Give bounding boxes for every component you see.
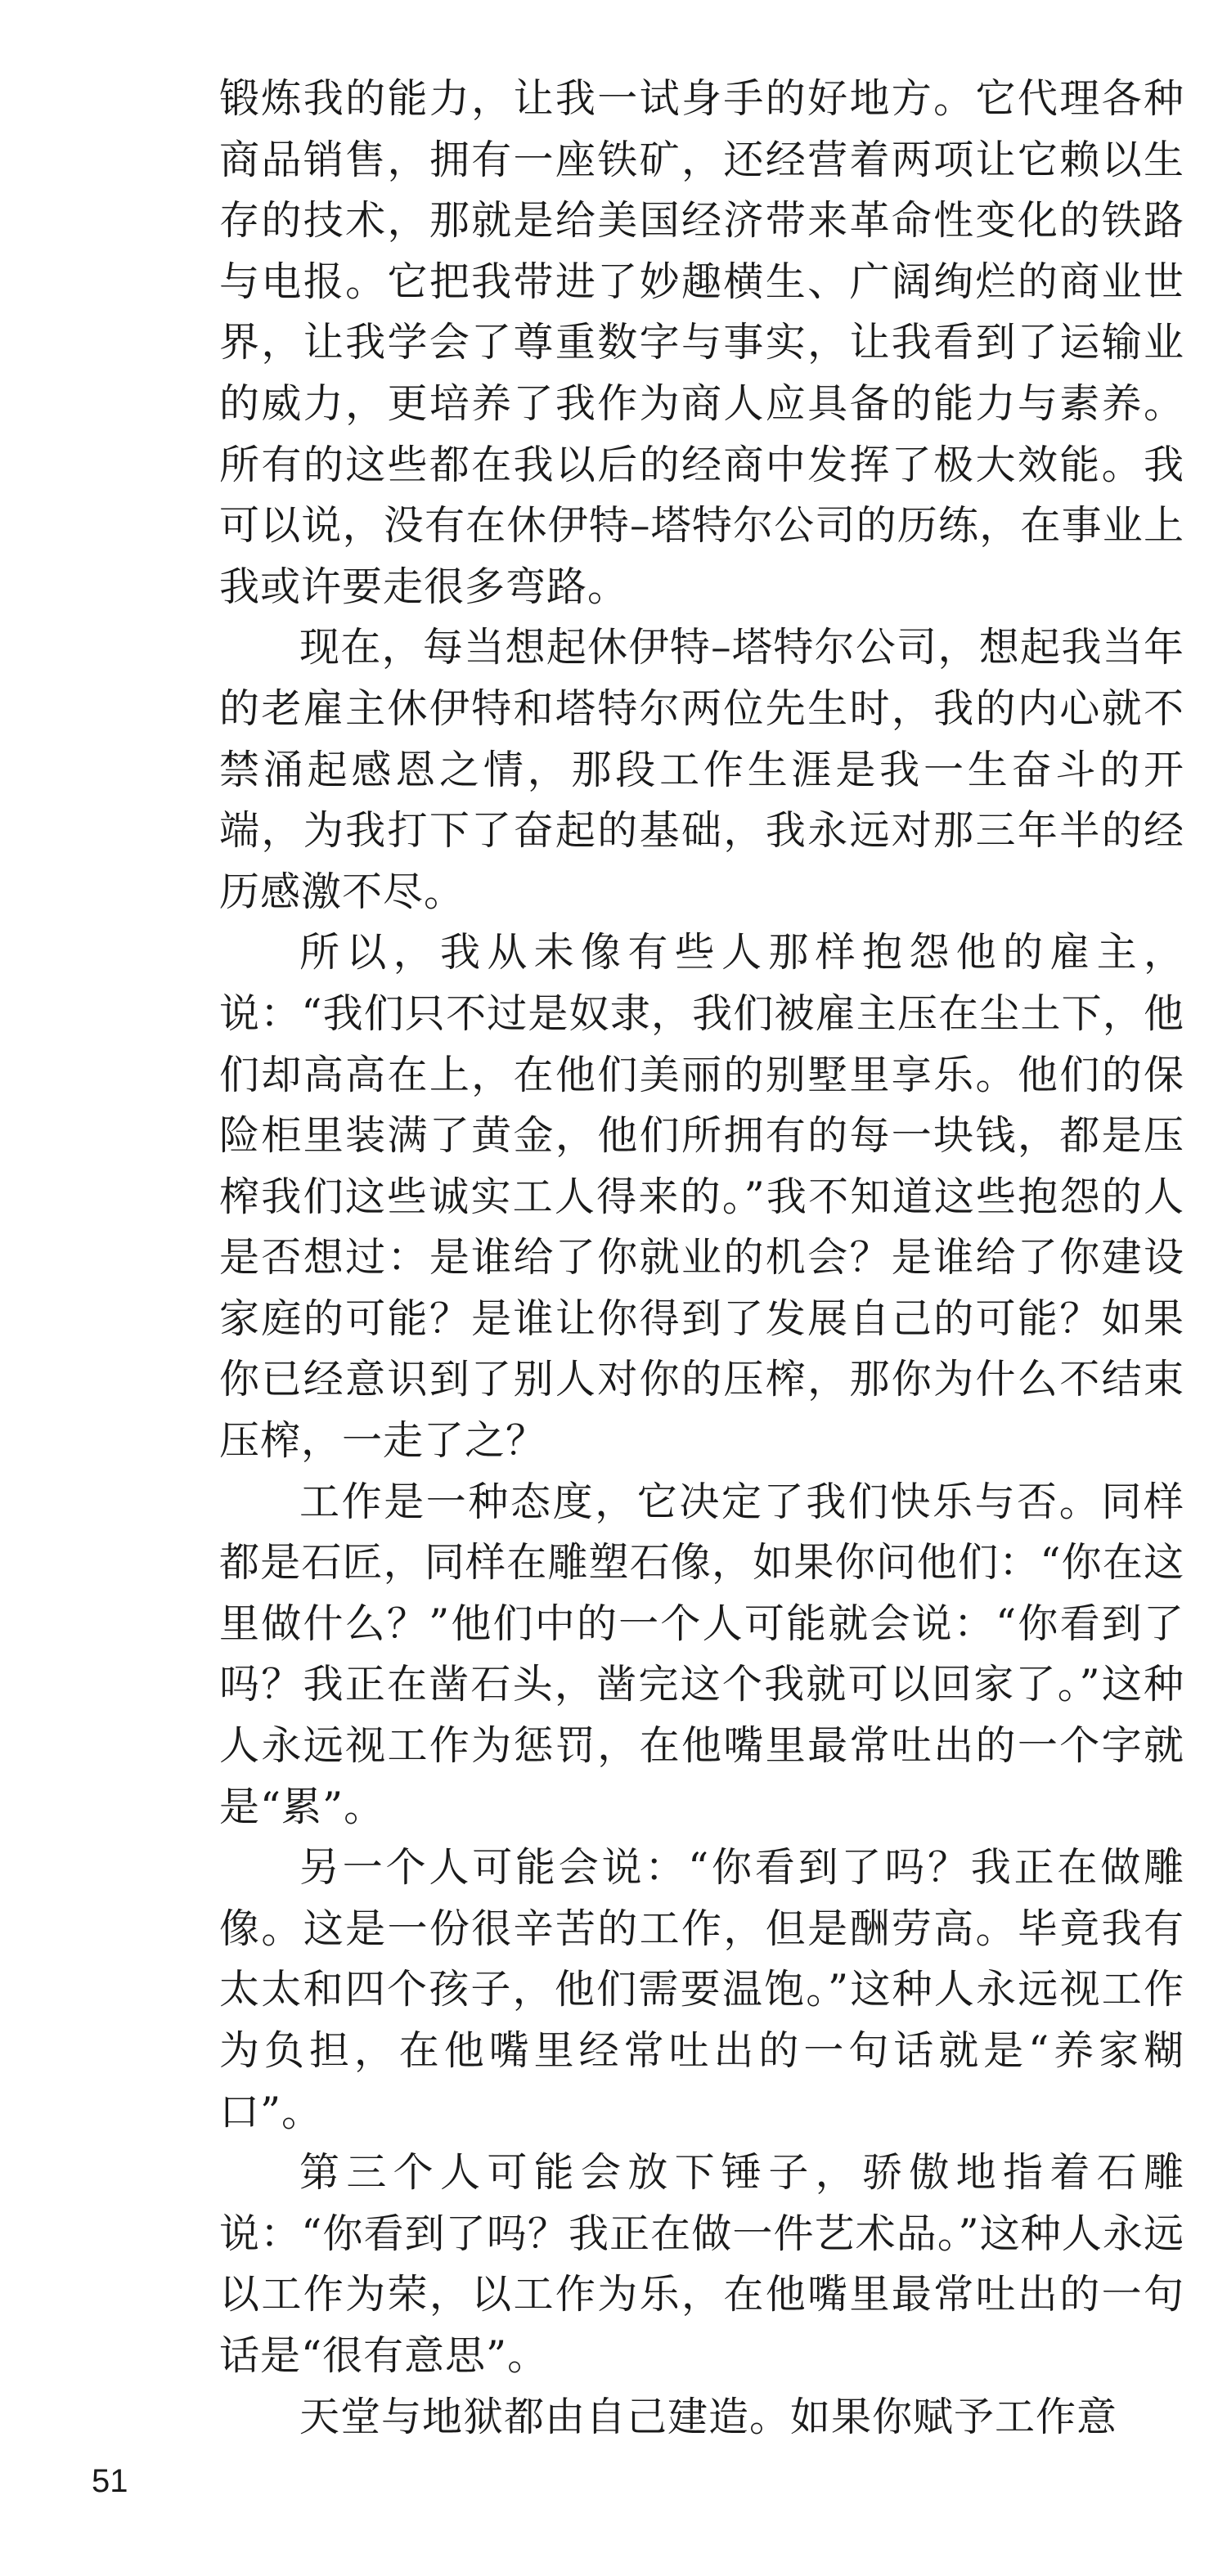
paragraph: 锻炼我的能力，让我一试身手的好地方。它代理各种商品销售，拥有一座铁矿，还经营着两项让它赖以生存的技术，那就是给美国经济带来革命性变化的铁路与电报。它把我带进了妙趣横生、广阔绚烂的商业世界，让我学会了尊重数字与事实，让我看到了运输业的威力，更培养了我作为商人应具备的能力与素养。所有的这些都在我以后的经商中发挥了极大效能。我可以说，没有在休伊特–塔特尔公司的历练，在事业上我或许要走很多弯路。	[219, 75, 1184, 610]
paragraph: 第三个人可能会放下锤子，骄傲地指着石雕说：“你看到了吗？我正在做一件艺术品。”这种人永远以工作为荣，以工作为乐，在他嘴里最常吐出的一句话是“很有意思”。	[219, 2149, 1184, 2379]
paragraph: 现在，每当想起休伊特–塔特尔公司，想起我当年的老雇主休伊特和塔特尔两位先生时，我的内心就不禁涌起感恩之情，那段工作生涯是我一生奋斗的开端，为我打下了奋起的基础，我永远对那三年半的经历感激不尽。	[219, 624, 1184, 915]
paragraph: 所以，我从未像有些人那样抱怨他的雇主，说：“我们只不过是奴隶，我们被雇主压在尘土下，他们却高高在上，在他们美丽的别墅里享乐。他们的保险柜里装满了黄金，他们所拥有的每一块钱，都是压榨我们这些诚实工人得来的。”我不知道这些抱怨的人是否想过：是谁给了你就业的机会？是谁给了你建设家庭的可能？是谁让你得到了发展自己的可能？如果你已经意识到了别人对你的压榨，那你为什么不结束压榨，一走了之？	[219, 929, 1184, 1465]
paragraph: 另一个人可能会说：“你看到了吗？我正在做雕像。这是一份很辛苦的工作，但是酬劳高。毕竟我有太太和四个孩子，他们需要温饱。”这种人永远视工作为负担，在他嘴里经常吐出的一句话就是“养家糊口”。	[219, 1844, 1184, 2135]
body-text	[219, 69, 1184, 2448]
page-number: 51	[92, 2463, 128, 2499]
paragraph: 天堂与地狱都由自己建造。如果你赋予工作意	[299, 2393, 1118, 2440]
paragraph: 工作是一种态度，它决定了我们快乐与否。同样都是石匠，同样在雕塑石像，如果你问他们：“你在这里做什么？”他们中的一个人可能就会说：“你看到了吗？我正在凿石头，凿完这个我就可以回家了。”这种人永远视工作为惩罚，在他嘴里最常吐出的一个字就是“累”。	[219, 1478, 1184, 1830]
